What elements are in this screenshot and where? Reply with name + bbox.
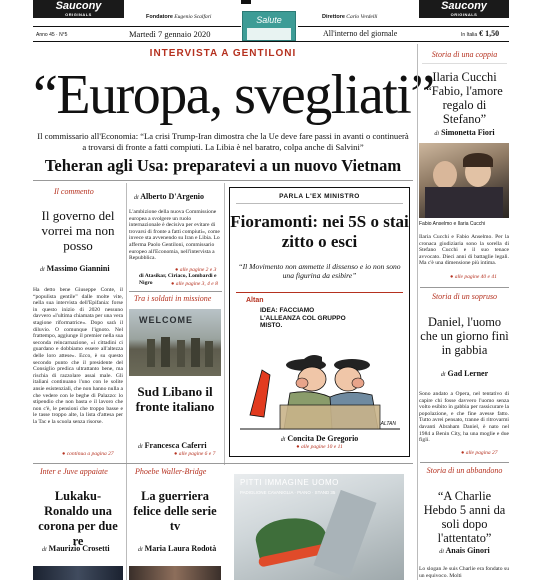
dargenio-byline — [134, 192, 204, 201]
left-column-divider — [126, 183, 127, 580]
masthead-rule-bottom — [33, 41, 509, 42]
price-prefix: In Italia — [461, 32, 478, 38]
lead-standfirst: Il commissario all'Economia: “La crisi Trump-Iran dimostra che la Ue deve fare passi in avanti o continuerà a trovarsi di fronte a fatti compiuti. La Libia è nel baratro, colpa anche di Salvini” — [37, 131, 409, 152]
right-bottom-headline[interactable]: “A Charlie Hebdo 5 anni da soli dopo l'attentato” — [423, 489, 506, 545]
fioramonti-pagelink[interactable]: ● alle pagine 10 e 11 — [296, 444, 343, 450]
right-top-headline[interactable]: Ilaria Cucchi “Fabio, l'amore regalo di Stefano” — [426, 70, 503, 126]
founder-name: Eugenio Scalfari — [174, 14, 212, 20]
byline-name: Alberto D'Argenio — [140, 192, 204, 201]
pitti-ad[interactable] — [234, 474, 404, 580]
right-mid-body: Sono andato a Opera, nel tentativo di capire chi fosse davvero l'uomo senza volto esibito in gabbia per rassicurare la popolazione, e che fine avesse fatto. Tutto avrei pensato, tranne di ritrovarmi davanti Abraham Daniel, è nato nel 1984 a Benin City, ha una moglie e due figli. — [419, 391, 509, 444]
photo-hair — [463, 153, 493, 167]
price: € 1,50 — [479, 29, 500, 38]
byline-prefix: di — [42, 547, 47, 553]
byline-prefix: di — [138, 547, 143, 553]
soldier-figure — [191, 338, 200, 367]
fioramonti-kicker-rule — [236, 203, 403, 204]
dargenio-authors: di Atasikar, Ciriaco, Lombardi e Nigro — [139, 273, 217, 286]
ad-banner-left[interactable] — [33, 0, 124, 18]
fioramonti-byline — [229, 434, 410, 443]
bottom-rule — [33, 463, 413, 464]
right-top-caption: Fabio Anselmo e Ilaria Cucchi — [419, 221, 486, 227]
commento-pagelink[interactable]: ● continua a pagina 27 — [62, 451, 114, 457]
lukaku-byline — [42, 544, 110, 553]
byline-name: Concita De Gregorio — [287, 434, 359, 443]
welcome-sign: WELCOME — [139, 315, 193, 325]
soldier-figure — [205, 341, 213, 367]
masthead-rule-top — [33, 26, 241, 27]
couple-photo[interactable] — [419, 143, 509, 218]
right-top-rubric: Storia di una coppia — [431, 50, 498, 59]
dargenio-body: L'ambizione della nuova Commissione europea a svolgere un ruolo internazionale è decisiva per evitare di trovarsi di fronte a fatti compiuti», come invece sta avvenendo su Iran e Libia. Lo afferma Paolo Gentiloni, commissario europeo all'Economia, nell'intervista a Repubblica. — [129, 209, 220, 262]
masthead-rule-top-right — [298, 26, 509, 27]
soldiers-photo[interactable] — [129, 309, 221, 376]
byline-name: Massimo Giannini — [46, 264, 110, 273]
byline-name: Maurizio Crosetti — [48, 544, 110, 553]
dargenio-rule — [129, 291, 222, 292]
ad-sub: ORIGINALS — [65, 12, 92, 17]
byline-name: Gad Lerner — [447, 369, 489, 378]
byline-name: Maria Laura Rodotà — [144, 544, 217, 553]
pitti-title: PITTI IMMAGINE UOMO — [240, 478, 339, 487]
lead-kicker: INTERVISTA A GENTILONI — [149, 48, 297, 59]
phoebe-photo[interactable] — [129, 566, 221, 580]
phoebe-byline — [138, 544, 216, 553]
director-name: Carlo Verdelli — [346, 14, 378, 20]
director-label: Direttore — [322, 14, 345, 20]
fioramonti-rule — [236, 292, 403, 293]
right-mid-byline — [420, 369, 509, 378]
lukaku-photo[interactable] — [33, 566, 123, 580]
salute-badge[interactable] — [242, 11, 296, 41]
lukaku-rubric: Inter e Juve appaiate — [40, 467, 108, 476]
altan-label: Altan — [246, 297, 264, 304]
ad-brand: Saucony — [55, 0, 102, 12]
inside-label: All'interno del giornale — [323, 29, 398, 38]
fioramonti-quote: “Il Movimento non ammette il dissenso e io non sono una figurina da esibire” — [238, 262, 401, 280]
right-sep-2 — [420, 462, 509, 463]
right-bottom-rubric: Storia di un abbandono — [426, 466, 503, 475]
right-bottom-body: Lo slogan Je suis Charlie era fondato su un equivoco. Molti — [419, 566, 509, 579]
byline-name: Anais Ginori — [445, 546, 490, 555]
salute-label: Salute — [256, 15, 282, 25]
issue-info: Anno 45 · N°5 — [36, 32, 68, 38]
byline-prefix: di — [134, 195, 139, 201]
cartoon-speech: IDEA: FACCIAMO L'ALLEANZA COL GRUPPO MISTO. — [260, 307, 346, 329]
byline-name: Simonetta Fiori — [441, 128, 495, 137]
cartoon-signature: ALTAN — [380, 421, 396, 427]
dargenio-pagelink-2[interactable]: ● alle pagine 3, 4 e 8 — [171, 281, 218, 287]
dargenio-pagelink-1[interactable]: ● alle pagine 2 e 3 — [175, 267, 217, 273]
ad-brand: Saucony — [441, 0, 487, 12]
ad-banner-right[interactable] — [419, 0, 509, 18]
commento-rubric: Il commento — [54, 187, 94, 196]
ad-sub: ORIGINALS — [450, 12, 478, 17]
phoebe-rubric: Phoebe Waller-Bridge — [135, 467, 207, 476]
cartoon-drawing — [240, 305, 400, 430]
director-line — [322, 14, 377, 20]
right-mid-pagelink[interactable]: ● alle pagina 27 — [461, 450, 498, 456]
masthead-mark — [241, 0, 251, 4]
right-top-pagelink[interactable]: ● alle pagine 40 e 41 — [450, 274, 497, 280]
lead-rule — [33, 180, 413, 181]
missione-byline — [138, 441, 207, 450]
right-top-byline — [420, 128, 509, 137]
soldier-figure — [161, 337, 170, 367]
founder-line — [146, 14, 211, 20]
right-mid-headline[interactable]: Daniel, l'uomo che un giorno finì in gabbia — [420, 315, 509, 357]
missione-rubric: Tra i soldati in missione — [134, 294, 212, 303]
pitti-sub: PADIGLIONE CAVANIGLIA · PIANO · STAND 35 — [240, 490, 336, 495]
right-mid-rubric: Storia di un sopruso — [431, 292, 498, 301]
byline-prefix: di — [40, 267, 45, 273]
right-sep-1 — [420, 287, 509, 288]
soldier-figure — [177, 340, 185, 367]
lead-headline[interactable]: “Europa, svegliati” — [33, 64, 434, 126]
date: Martedì 7 gennaio 2020 — [129, 29, 211, 39]
right-column-divider — [417, 44, 418, 580]
commento-body: Ha detto bene Giuseppe Conte, il “populista gentile” dalle molte vite, nella sua intervista dell'Epifania: forse in questo inizio di 2020 nessuno davvero «l'ultima chiamata per una vera stagione riformatrice». Dopo sarà il diluvio. O comunque l'ignoto. Nel frattempo, aggiunge il premier nella sua seconda reincarnazione, «i cittadini ci guardano e dobbiamo essere all'altezza delle loro attese». Ecco, è su questo secondo punto che il presidente del Consiglio predica ultrattanto bene, ma rischia di razzolare assai male. Gli italiani continuano l'uno con le solite ansie esistenziali, che non hanno nulla a che vedere con le beghe di Palazzo: lo stipendio che non basta e il lavoro che non c'è, le pensioni che troppo basse e le tasse troppo alte, la lista d'attesa per la Tac e la scuola senza risorse. — [33, 287, 123, 425]
commento-byline — [40, 264, 110, 273]
photo-shirt — [425, 187, 503, 218]
missione-headline[interactable]: Sud Libano il fronte italiano — [135, 384, 215, 414]
byline-prefix: di — [434, 131, 440, 137]
founder-label: Fondatore — [146, 14, 173, 20]
soldier-figure — [147, 339, 155, 367]
fioramonti-headline[interactable]: Fioramonti: nei 5S o stai zitto o esci — [230, 212, 409, 251]
price-box — [461, 29, 499, 38]
mid-column-divider — [224, 183, 225, 465]
lead-secondary-headline[interactable]: Teheran agli Usa: preparatevi a un nuovo Vietnam — [44, 156, 402, 175]
commento-headline[interactable]: Il governo del vorrei ma non posso — [41, 208, 115, 253]
byline-prefix: di — [440, 372, 446, 378]
altan-cartoon[interactable] — [240, 305, 400, 430]
fioramonti-kicker: PARLA L'EX MINISTRO — [279, 193, 360, 200]
byline-prefix: di — [280, 437, 286, 443]
byline-name: Francesca Caferri — [144, 441, 207, 450]
byline-prefix: di — [439, 549, 444, 555]
lukaku-headline[interactable]: Lukaku-Ronaldo una corona per due re — [38, 489, 118, 548]
salute-band — [247, 28, 291, 40]
missione-pagelink[interactable]: ● alle pagine 6 e 7 — [174, 451, 216, 457]
byline-prefix: di — [138, 444, 143, 450]
right-top-rubric-rule — [422, 63, 507, 64]
photo-face-left — [433, 161, 457, 189]
right-bottom-byline — [420, 546, 509, 555]
right-top-body: Ilaria Cucchi e Fabio Anselmo. Per la cronaca giudiziaria sono la sorella di Stefano Cucchi e il suo tenace avvocato. Dieci anni di battaglie legali. Ma c'è una dimensione più intima. — [419, 234, 509, 267]
phoebe-headline[interactable]: La guerriera felice delle serie tv — [133, 489, 217, 533]
